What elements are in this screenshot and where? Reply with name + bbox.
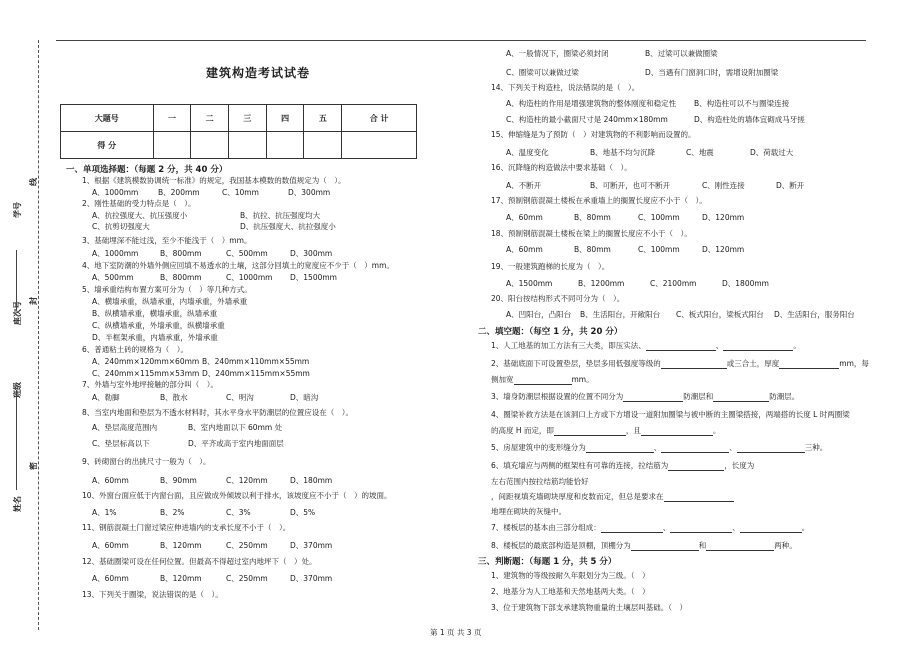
q14-opt-b: B、构造柱可以不与圈梁连接 xyxy=(694,99,790,108)
fill-blank[interactable] xyxy=(779,359,839,369)
score-header-cell: 四 xyxy=(266,105,304,132)
fill-8-and: 和 xyxy=(698,541,707,550)
q5-stem: 5、墙承重结构布置方案可分为（ ）等几种方式。 xyxy=(82,285,252,294)
fill-5 xyxy=(491,443,827,453)
q10-opt-d: D、5% xyxy=(290,508,316,517)
side-underline xyxy=(16,250,18,310)
q15-opt-b: B、地基不均匀沉降 xyxy=(590,148,656,157)
q5-opt-c: C、纵横墙承重，外墙承重，纵横墙承重 xyxy=(92,321,225,330)
fill-7-sep2: 、 xyxy=(732,523,740,532)
q18-stem: 18、预制钢筋混凝土楼板在梁上的搁置长度应不小于（ ）。 xyxy=(491,229,692,238)
q3-opt-c: C、500mm xyxy=(226,249,268,258)
fill-2-side: 侧加宽 xyxy=(491,375,514,384)
q19-opt-b: B、1200mm xyxy=(578,279,625,288)
q8-opt-a: A、垫层高度范围内 xyxy=(92,423,158,432)
q12-opt-a: A、60mm xyxy=(92,574,129,583)
q16-opt-d: D、断开 xyxy=(776,181,805,190)
q14-stem: 14、下列关于构造柱，说法错误的是（ ）。 xyxy=(491,83,640,92)
q8-stem: 8、当室内地面和垫层为不透水材料时，其水平身水平防潮层的位置应设在（ ）。 xyxy=(82,408,354,417)
q20-stem: 20、阳台按结构形式不同可分为（ ）。 xyxy=(491,294,625,303)
fill-5-end: 三种。 xyxy=(804,443,828,452)
fill-blank[interactable] xyxy=(623,392,683,402)
fill-blank[interactable] xyxy=(641,426,713,436)
q19-stem: 19、一般建筑跑梯的长度为（ ）。 xyxy=(491,262,610,271)
section-3-title: 三、判断题：（每题 1 分，共 5 分） xyxy=(478,557,617,567)
score-table xyxy=(60,104,417,159)
fill-3-end: 防潮层。 xyxy=(769,392,800,401)
q14-opt-a: A、构造柱的作用是增强建筑物的整体刚度和稳定性 xyxy=(506,99,677,108)
score-header-cell: 二 xyxy=(191,105,229,132)
q7-opt-d: D、暗沟 xyxy=(290,393,319,402)
q10-stem: 10、外窗台面应低于内窗台面，且应做成外倾坡以利于排水，该坡度应不小于（ ）的坡面。 xyxy=(82,491,392,500)
fill-1-text: 1、人工地基的加工方法有三大类，即压实法、 xyxy=(491,341,646,350)
fill-3-text: 3、墙身防潮层根据设置的位置不同分为 xyxy=(491,392,624,401)
score-cell[interactable] xyxy=(342,132,417,159)
fill-4-and: ，且 xyxy=(625,426,641,435)
fill-5-text: 5、房屋建筑中的变形缝分为 xyxy=(491,443,586,452)
q6-opt-d: D、240mm×115mm×55mm xyxy=(202,369,310,378)
fill-2-mid: 或三合土，厚度 xyxy=(726,359,780,368)
fill-blank[interactable] xyxy=(601,523,663,533)
q18-opt-a: A、60mm xyxy=(506,245,543,254)
q9-opt-c: C、120mm xyxy=(226,476,268,485)
fill-blank[interactable] xyxy=(646,341,716,351)
fill-4: 4、圈梁补救方法是在该洞口上方或下方增设一道附加圈梁与被中断的主圈梁搭接，两端搭的长度 L 时两圈梁 xyxy=(491,410,850,419)
fill-blank[interactable] xyxy=(706,541,774,551)
q15-opt-a: A、温度变化 xyxy=(506,148,549,157)
score-row xyxy=(61,132,417,159)
q4-stem: 4、地下室防潮的外墙外侧应回填不易透水的土壤，这部分回填土的宽度应不少于（ ）mm。 xyxy=(82,261,394,270)
fill-6-text: 6、填充墙应与两侧的框架柱有可靠的连接，拉结筋为 xyxy=(491,461,669,470)
q2-opt-b: B、抗拉、抗压强度均大 xyxy=(240,211,321,220)
q10-opt-a: A、1% xyxy=(92,508,117,517)
q8-opt-d: D、平齐或高于室内地面面层 xyxy=(188,439,284,448)
section-2-title: 二、填空题：（每空 1 分，共 20 分） xyxy=(478,327,623,337)
q12-stem: 12、基础圈梁可设在任何位置。但最高不得超过室内地坪下（ ）处。 xyxy=(82,557,317,566)
fill-6-range: 左右范围内按拉结筋均能恰好 xyxy=(491,477,589,486)
q17-opt-b: B、80mm xyxy=(574,213,611,222)
q19-opt-a: A、1500mm xyxy=(506,279,553,288)
fill-blank[interactable] xyxy=(514,375,572,385)
q8-opt-c: C、垫层标高以下 xyxy=(92,439,150,448)
score-row-label: 得 分 xyxy=(61,132,154,159)
q7-opt-b: B、散水 xyxy=(160,393,188,402)
side-mi-mark: 密 xyxy=(29,462,38,470)
q7-opt-c: C、明沟 xyxy=(226,393,254,402)
q15-stem: 15、伸缩缝是为了预防（ ）对建筑物的不利影响而设置的。 xyxy=(491,130,696,139)
score-cell[interactable] xyxy=(191,132,229,159)
fill-blank[interactable] xyxy=(670,523,732,533)
q9-opt-d: D、180mm xyxy=(290,476,333,485)
fill-blank[interactable] xyxy=(631,541,699,551)
fill-2-cont xyxy=(491,375,594,385)
q3-opt-a: A、1000mm xyxy=(92,249,139,258)
fill-6-len: ，长度为 xyxy=(724,461,755,470)
score-header-cell: 三 xyxy=(229,105,267,132)
fill-2 xyxy=(491,359,869,369)
side-underline xyxy=(16,390,18,490)
q5-opt-b: B、纵横墙承重，横墙承重，纵墙承重 xyxy=(92,309,218,318)
q3-opt-b: B、800mm xyxy=(160,249,202,258)
q17-opt-d: D、120mm xyxy=(702,213,745,222)
fill-2-unit: mm，每 xyxy=(839,359,869,368)
q1-stem: 1、根据《建筑模数协调统一标准》的规定，我国基本模数的数值规定为（ ）。 xyxy=(82,176,346,185)
fill-5-sep1: 、 xyxy=(653,443,662,452)
q19-opt-d: D、1800mm xyxy=(722,279,769,288)
fill-6-spacing: ，间距视填充墙砌块厚度和皮数而定，但总是要求在 xyxy=(491,492,664,501)
q2-opt-d: D、抗压强度大、抗拉强度小 xyxy=(240,222,336,231)
fill-1-sep: 、 xyxy=(715,341,724,350)
q1-opt-a: A、1000mm xyxy=(92,188,139,197)
fill-6 xyxy=(491,461,754,471)
q15-opt-c: C、地震 xyxy=(686,148,714,157)
q16-opt-a: A、不断开 xyxy=(506,181,542,190)
q12-opt-d: D、370mm xyxy=(290,574,333,583)
fill-5-sep2: 、 xyxy=(729,443,737,452)
score-header-cell: 一 xyxy=(153,105,191,132)
side-name-label: 姓名 xyxy=(13,496,22,512)
score-cell[interactable] xyxy=(266,132,304,159)
fill-blank[interactable] xyxy=(586,443,654,453)
q13-stem: 13、下列关于圈梁，说法错误的是（ ）。 xyxy=(82,590,223,599)
fill-blank[interactable] xyxy=(554,426,626,436)
q12-opt-b: B、120mm xyxy=(160,574,202,583)
q7-opt-a: A、勒脚 xyxy=(92,393,120,402)
fill-blank[interactable] xyxy=(723,341,793,351)
q10-opt-c: C、3% xyxy=(226,508,251,517)
section-1-title: 一、单项选择题：（每题 2 分，共 40 分） xyxy=(66,165,228,175)
q11-stem: 11、钢筋混凝土门窗过梁应伸进墙内的支承长度不小于（ ）。 xyxy=(82,523,291,532)
q8-opt-b: B、室内地面以下 60mm 处 xyxy=(188,423,283,432)
q13-opt-a: A、一般情况下，圈梁必须封闭 xyxy=(506,49,609,58)
q11-opt-a: A、60mm xyxy=(92,541,129,550)
q13-opt-d: D、当遇有门窗洞口时，需增设附加圈梁 xyxy=(645,68,779,77)
fill-4-text: 的高度 H 而定，即 xyxy=(491,426,554,435)
score-header-cell: 合 计 xyxy=(342,105,417,132)
fill-3 xyxy=(491,392,799,402)
fill-6-cont xyxy=(491,477,589,486)
q4-opt-a: A、500mm xyxy=(92,273,134,282)
score-cell[interactable] xyxy=(229,132,267,159)
q1-opt-b: B、200mm xyxy=(158,188,200,197)
fill-2-end: mm。 xyxy=(571,375,594,384)
fill-blank[interactable] xyxy=(661,443,729,453)
q16-opt-c: C、刚性连接 xyxy=(702,181,745,190)
q2-opt-a: A、抗拉强度大、抗压强度小 xyxy=(92,211,188,220)
q9-stem: 9、砖砌窗台的出挑尺寸一般为（ ）。 xyxy=(82,457,211,466)
q5-opt-d: D、半框架承重，内墙承重，外墙承重 xyxy=(92,333,218,342)
binding-line xyxy=(38,40,39,630)
fill-blank[interactable] xyxy=(661,359,727,369)
page-footer: 第 1 页 共 3 页 xyxy=(430,628,482,637)
fill-7-end: 。 xyxy=(801,523,810,532)
q20-opt-a: A、凹阳台，凸阳台 xyxy=(506,310,572,319)
q20-opt-d: D、生活阳台，服务阳台 xyxy=(774,310,855,319)
q17-opt-c: C、100mm xyxy=(638,213,680,222)
fill-blank[interactable] xyxy=(668,461,724,471)
q18-opt-b: B、80mm xyxy=(574,245,611,254)
header-rule xyxy=(56,40,866,41)
q5-opt-a: A、横墙承重，纵墙承重，内墙承重，外墙承重 xyxy=(92,297,248,306)
fill-6-end: 地埋在砌块的灰缝中。 xyxy=(491,507,566,516)
q18-opt-c: C、100mm xyxy=(638,245,680,254)
q20-opt-c: C、板式阳台，梁板式阳台 xyxy=(676,310,764,319)
judge-3: 3、位于建筑物下部支承建筑物重量的土壤层叫基础。（ ） xyxy=(491,603,688,612)
score-header-row xyxy=(61,105,417,132)
fill-2-text: 2、基础底面下可设置垫层，垫层多用低强度等级的 xyxy=(491,359,661,368)
q9-opt-a: A、60mm xyxy=(92,476,129,485)
q18-opt-d: D、120mm xyxy=(702,245,745,254)
q6-opt-b: B、240mm×110mm×55mm xyxy=(202,357,310,366)
q2-opt-c: C、抗剪切强度大 xyxy=(92,222,150,231)
judge-2: 2、地基分为人工地基和天然地基两大类。（ ） xyxy=(491,587,650,596)
q11-opt-c: C、250mm xyxy=(226,541,268,550)
score-header-cell: 五 xyxy=(304,105,342,132)
side-seat-label: 座次号 xyxy=(13,301,22,325)
q12-opt-c: C、250mm xyxy=(226,574,268,583)
q6-opt-c: C、240mm×115mm×53mm xyxy=(92,369,200,378)
q9-opt-b: B、90mm xyxy=(160,476,197,485)
q1-opt-c: C、10mm xyxy=(222,188,259,197)
page-title: 建筑构造考试试卷 xyxy=(206,66,311,80)
side-feng-mark: 封 xyxy=(29,297,38,305)
q3-stem: 3、基础埋深不能过浅，至少不能浅于（ ）mm。 xyxy=(82,236,252,245)
fill-8 xyxy=(491,541,797,551)
fill-1-end: 。 xyxy=(793,341,801,350)
fill-1 xyxy=(491,341,801,351)
q14-opt-d: D、构造柱处的墙体宜砌成马牙搓 xyxy=(694,115,805,124)
fill-6-cont4 xyxy=(491,507,566,516)
judge-1: 1、建筑物的等级按耐久年限划分为三级。（ ） xyxy=(491,571,650,580)
q1-opt-d: D、300mm xyxy=(288,188,331,197)
q6-opt-a: A、240mm×120mm×60mm xyxy=(92,357,200,366)
fill-blank[interactable] xyxy=(740,523,802,533)
q20-opt-b: B、生活阳台，开敞阳台 xyxy=(580,310,661,319)
q11-opt-d: D、370mm xyxy=(290,541,333,550)
q19-opt-c: C、2100mm xyxy=(650,279,697,288)
q17-stem: 17、预制钢筋混凝土楼板在承重墙上的搁置长度应不小于（ ）。 xyxy=(491,196,707,205)
q3-opt-d: D、300mm xyxy=(290,249,333,258)
q14-opt-c: C、构造柱的最小截面尺寸是 240mm×180mm xyxy=(506,115,668,124)
fill-7-sep1: 、 xyxy=(662,523,671,532)
fill-8-text: 8、楼板层的最底部构造是顶棚，顶棚分为 xyxy=(491,541,631,550)
fill-blank[interactable] xyxy=(737,443,805,453)
side-xian-mark: 线 xyxy=(29,178,38,186)
q6-stem: 6、普通粘土砖的规格为（ ）。 xyxy=(82,345,189,354)
q11-opt-b: B、120mm xyxy=(160,541,202,550)
side-student-no-label: 学号 xyxy=(13,202,22,218)
q7-stem: 7、外墙与室外地坪接触的部分叫（ ）。 xyxy=(82,380,219,389)
q4-opt-c: C、1000mm xyxy=(226,273,273,282)
fill-7-text: 7、楼板层的基本由三部分组成： xyxy=(491,523,601,532)
q10-opt-b: B、2% xyxy=(160,508,185,517)
fill-4-cont xyxy=(491,426,720,436)
q15-opt-d: D、荷载过大 xyxy=(750,148,794,157)
q13-opt-b: B、过梁可以兼做圈梁 xyxy=(645,49,718,58)
q2-stem: 2、刚性基础的受力特点是（ ）。 xyxy=(82,199,196,208)
q16-opt-b: B、可断开，也可不断开 xyxy=(590,181,671,190)
score-cell[interactable] xyxy=(153,132,191,159)
fill-3-mid: 防潮层和 xyxy=(683,392,714,401)
fill-7 xyxy=(491,523,809,533)
fill-8-end: 两种。 xyxy=(774,541,797,550)
fill-6-cont3 xyxy=(491,492,734,502)
q4-opt-b: B、800mm xyxy=(160,273,202,282)
side-class-label: 班级 xyxy=(13,382,22,398)
fill-blank[interactable] xyxy=(713,392,769,402)
q13-opt-c: C、圈梁可以兼做过梁 xyxy=(506,68,579,77)
fill-blank[interactable] xyxy=(664,492,734,502)
fill-4-end: 。 xyxy=(712,426,721,435)
score-cell[interactable] xyxy=(304,132,342,159)
q17-opt-a: A、60mm xyxy=(506,213,543,222)
q16-stem: 16、沉降缝的构造做法中要求基础（ ）。 xyxy=(491,163,632,172)
q4-opt-d: D、1500mm xyxy=(290,273,337,282)
score-header-cell: 大题号 xyxy=(61,105,154,132)
